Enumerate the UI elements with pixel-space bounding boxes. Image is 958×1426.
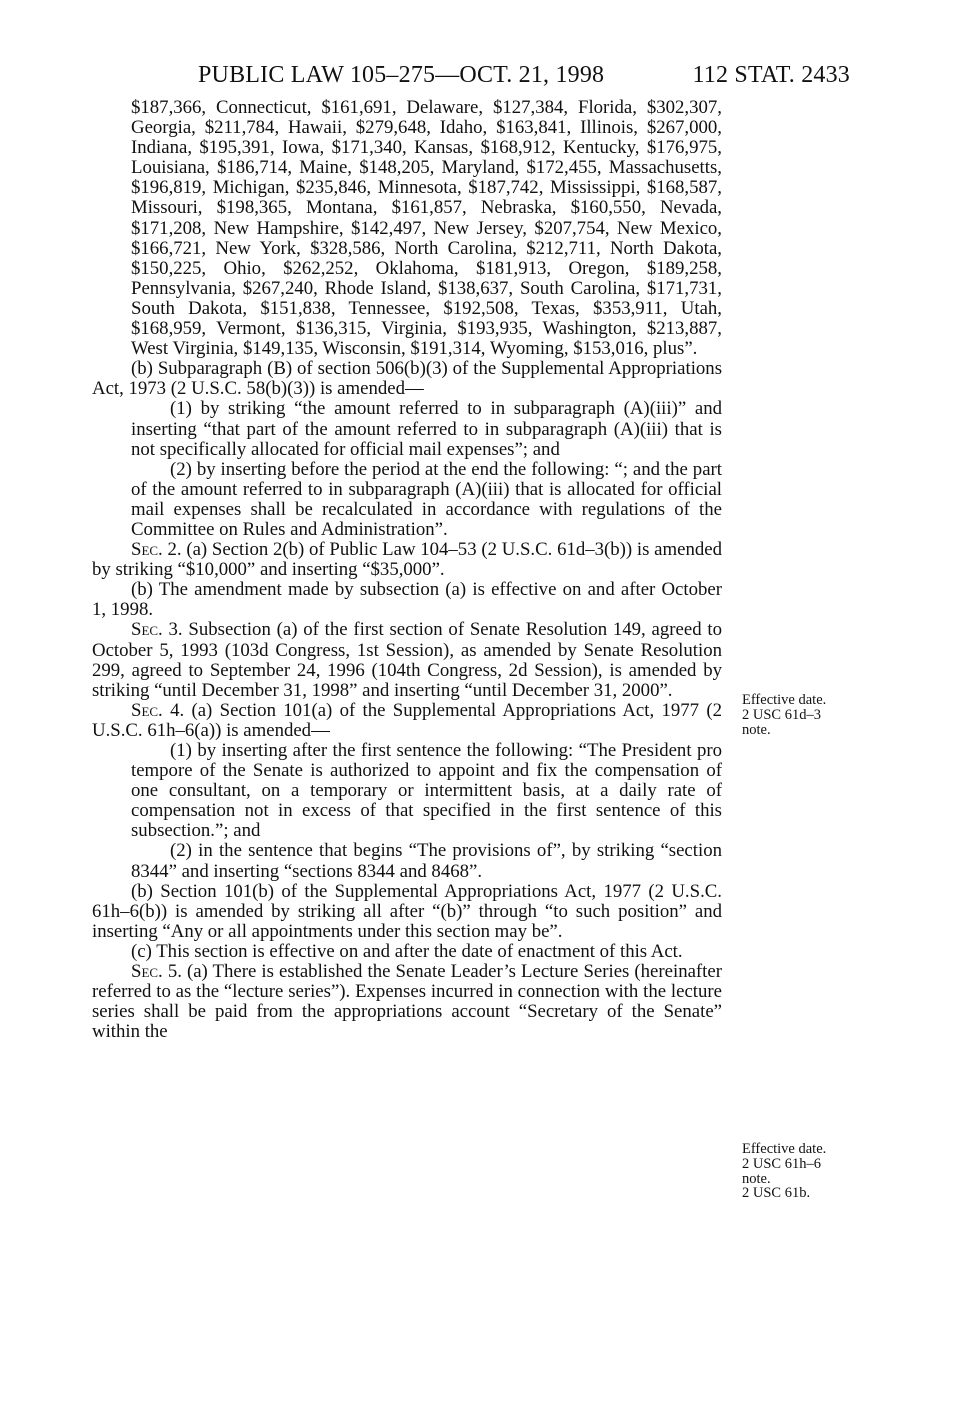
margin-note-line: Effective date. bbox=[742, 692, 827, 708]
margin-note-effective-date-2 bbox=[742, 1142, 862, 1201]
paragraph-sec-4 bbox=[92, 701, 722, 741]
header-title: PUBLIC LAW 105–275—OCT. 21, 1998 bbox=[198, 62, 605, 88]
margin-note-line: Effective date. bbox=[742, 1141, 827, 1157]
paragraph-sec-3 bbox=[92, 620, 722, 700]
section-label: Sec. 4. bbox=[131, 699, 185, 721]
section-label: Sec. 2. bbox=[131, 539, 182, 561]
margin-note-line: 2 USC 61d–3 bbox=[742, 706, 821, 723]
paragraph-sec-4-item-1: (1) by inserting after the first sentence the following: “The President pro tempore of the Senate is authorized to appoint and fix the compensation of one consultant, on a temporary or intermittent basis, at a daily rate of compensation not in excess of that specified in the first sentence of this subsection.”; and bbox=[131, 740, 722, 842]
paragraph-item-2: (2) by inserting before the period at the end the following: “; and the part of the amount referred to in subparagraph (A)(iii) that is allocated for official mail expenses shall be recalculated in accordance with regulations of the Committee on Rules and Administration”. bbox=[131, 458, 722, 540]
paragraph-sec-4-item-2: (2) in the sentence that begins “The provisions of”, by striking “section 8344” and inserting “sections 8344 and 8468”. bbox=[131, 840, 722, 882]
section-text: Subsection (a) of the first section of Senate Resolution 149, agreed to October 5, 1993 (103d Congress, 1st Session), as amended by Senate Resolution 299, agreed to September 24, 1996 (104th Congress, 2d Session), is amended by striking “until December 31, 1998” and inserting “until December 31, 2000”. bbox=[92, 619, 722, 701]
paragraph-subsection-b: (b) Subparagraph (B) of section 506(b)(3) of the Supplemental Appropriations Act, 1973 (2 U.S.C. 58(b)(3)) is amended— bbox=[92, 358, 722, 400]
paragraph-sec-4-b: (b) Section 101(b) of the Supplemental Appropriations Act, 1977 (2 U.S.C. 61h–6(b)) is amended by striking all after “(b)” through “to such position” and inserting “Any or all appointments under this section may be”. bbox=[92, 880, 722, 942]
header-stat-page: 112 STAT. 2433 bbox=[692, 62, 850, 88]
section-text: (a) Section 2(b) of Public Law 104–53 (2 U.S.C. 61d–3(b)) is amended by striking “$10,000” and inserting “$35,000”. bbox=[92, 539, 722, 581]
section-text: (a) Section 101(a) of the Supplemental Appropriations Act, 1977 (2 U.S.C. 61h–6(a)) is amended— bbox=[92, 699, 722, 741]
document-body bbox=[92, 98, 722, 1042]
margin-note-line: 2 USC 61b. bbox=[742, 1185, 811, 1202]
paragraph-sec-5 bbox=[92, 962, 722, 1042]
margin-note-effective-date-1 bbox=[742, 693, 862, 737]
margin-note-line: note. bbox=[742, 1170, 771, 1187]
section-text: (a) There is established the Senate Leader’s Lecture Series (hereinafter referred to as the “lecture series”). Expenses incurred in connection with the lecture series shall be paid from the appropriations account “Secretary of the Senate” within the bbox=[92, 961, 722, 1043]
paragraph-sec-2 bbox=[92, 540, 722, 580]
paragraph-sec-4-c: (c) This section is effective on and after the date of enactment of this Act. bbox=[131, 940, 683, 962]
section-label: Sec. 5. bbox=[131, 961, 182, 983]
paragraph-item-1: (1) by striking “the amount referred to in subparagraph (A)(iii)” and inserting “that part of the amount referred to in subparagraph (A)(iii) that is not specifically allocated for official mail expenses”; and bbox=[131, 398, 722, 460]
margin-note-line: 2 USC 61h–6 bbox=[742, 1155, 821, 1172]
section-label: Sec. 3. bbox=[131, 619, 183, 641]
paragraph-sec-2-b: (b) The amendment made by subsection (a) is effective on and after October 1, 1998. bbox=[92, 579, 722, 621]
running-header bbox=[198, 62, 850, 92]
paragraph-state-allocations: $187,366, Connecticut, $161,691, Delaware, $127,384, Florida, $302,307, Georgia, $211,784, Hawaii, $279,648, Idaho, $163,841, Illinois, $267,000, Indiana, $195,391, Iowa, $171,340, Kansas, $168,912, Kentucky, $176,975, Louisiana, $186,714, Maine, $148,205, Maryland, $172,455, Massachusetts, $196,819, Michigan, $235,846, Minnesota, $187,742, Mississippi, $168,587, Missouri, $198,365, Montana, $161,857, Nebraska, $160,550, Nevada, $171,208, New Hampshire, $142,497, New Jersey, $207,754, New Mexico, $166,721, New York, $328,586, North Carolina, $212,711, North Dakota, $150,225, Ohio, $262,252, Oklahoma, $181,913, Oregon, $189,258, Pennsylvania, $267,240, Rhode Island, $138,637, South Carolina, $171,731, South Dakota, $151,838, Tennessee, $192,508, Texas, $353,911, Utah, $168,959, Vermont, $136,315, Virginia, $193,935, Washington, $213,887, West Virginia, $149,135, Wisconsin, $191,314, Wyoming, $153,016, plus”. bbox=[131, 97, 722, 360]
margin-note-line: note. bbox=[742, 721, 771, 738]
